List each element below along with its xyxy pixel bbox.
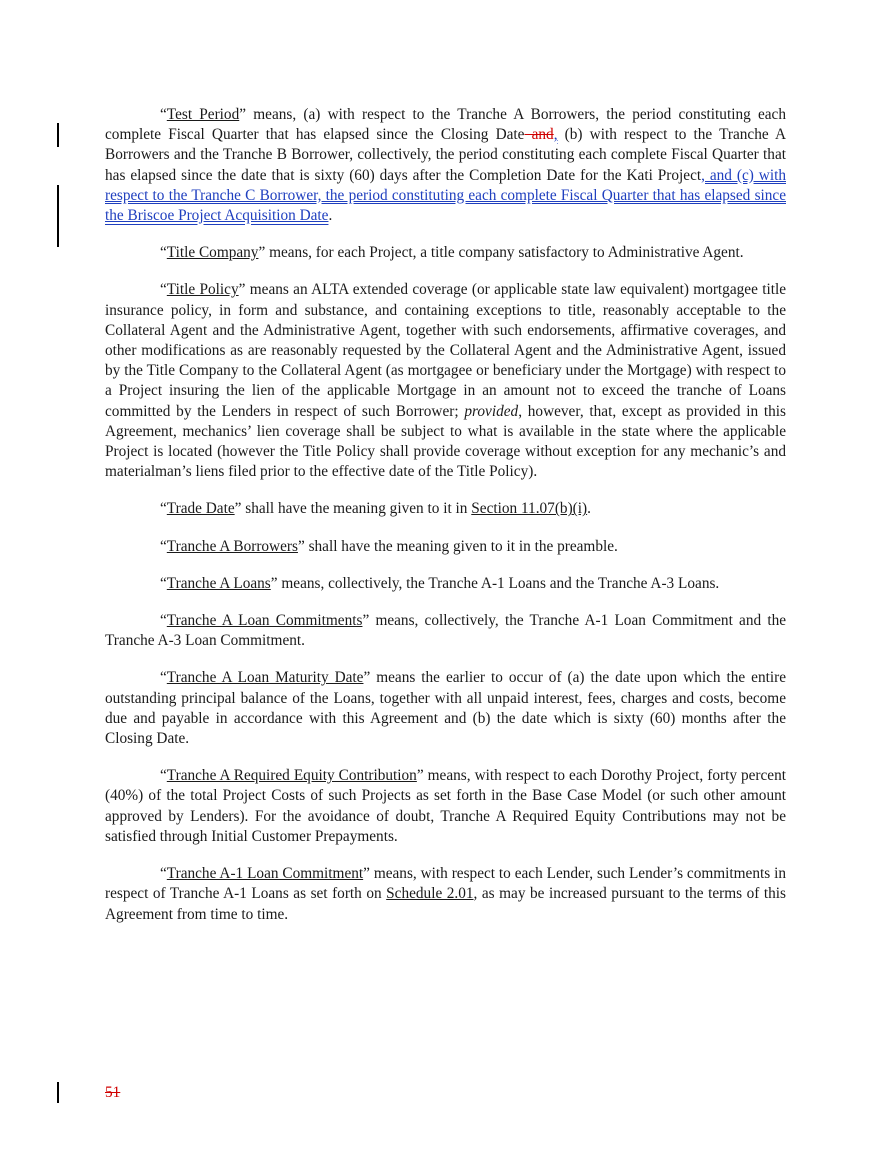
schedule-reference-link[interactable]: Schedule 2.01: [386, 885, 474, 903]
inserted-text: ,: [553, 126, 558, 144]
defined-term: Tranche A-1 Loan Commitment: [166, 865, 364, 883]
definition-tranche-a-loans: “Tranche A Loans” means, collectively, the Tranche A-1 Loans and the Tranche A-3 Loans.: [160, 574, 720, 592]
defined-term: Tranche A Loans: [166, 574, 271, 592]
definition-tranche-a-required-equity-contribution: “Tranche A Required Equity Contribution” means, with respect to each Dorothy Project, forty percent (40%) of the total Project Costs of such Projects as set forth in the Base Case Model (or such other amount approved by Lenders). For the avoidance of doubt, Tranche A Required Equity Contributions may not be satisfied through Initial Customer Prepayments.: [105, 767, 786, 845]
defined-term: Tranche A Borrowers: [166, 537, 298, 555]
defined-term: Title Policy: [166, 281, 239, 299]
definition-tranche-a-loan-commitments: “Tranche A Loan Commitments” means, collectively, the Tranche A-1 Loan Commitment and the Tranche A-3 Loan Commitment.: [105, 612, 787, 650]
definition-test-period: “Test Period” means, (a) with respect to the Tranche A Borrowers, the period constituting each complete Fiscal Quarter that has elapsed since the Closing Date and, (b) with respect to the Tranche A Borrowers and the Tranche B Borrower, collectively, the period constituting each complete Fiscal Quarter that has elapsed since the date that is sixty (60) days after the Completion Date for the Kati Project, and (c) with respect to the Tranche C Borrower, the period constituting each complete Fiscal Quarter that has elapsed since the Briscoe Project Acquisition Date.: [105, 106, 786, 225]
definition-title-company: “Title Company” means, for each Project, a title company satisfactory to Administrative Agent.: [160, 244, 744, 262]
change-bar: [57, 185, 59, 247]
inserted-text: , and (c) with respect to the Tranche C Borrower, the period constituting each complete Fiscal Quarter that has elapsed since the Briscoe Project Acquisition Date: [105, 166, 786, 225]
defined-term: Tranche A Loan Commitments: [166, 612, 363, 630]
deleted-text: and: [524, 126, 554, 144]
definition-tranche-a-borrowers: “Tranche A Borrowers” shall have the meaning given to it in the preamble.: [160, 537, 618, 555]
definition-title-policy: “Title Policy” means an ALTA extended coverage (or applicable state law equivalent) mortgagee title insurance policy, in form and substance, and containing exceptions to title, reasonably acceptable to the Collateral Agent and the Administrative Agent, together with such endorsements, affirmative coverages, and other modifications as are reasonably requested by the Collateral Agent and the Administrative Agent, issued by the Title Company to the Collateral Agent (as mortgagee or beneficiary under the Mortgage) with respect to a Project insuring the lien of the applicable Mortgage in an amount not to exceed the tranche of Loans committed by the Lenders in respect of such Borrower; provided, however, that, except as provided in this Agreement, mechanics’ lien coverage shall be subject to what is available in the state where the applicable Project is located (however the Title Policy shall provide coverage without exception for any mechanic’s and materialman’s liens filed prior to the effective date of the Title Policy).: [105, 281, 786, 481]
defined-term: Tranche A Required Equity Contribution: [166, 767, 417, 785]
definition-tranche-a-1-loan-commitment: “Tranche A-1 Loan Commitment” means, with respect to each Lender, such Lender’s commitments in respect of Tranche A-1 Loans as set forth on Schedule 2.01, as may be increased pursuant to the terms of this Agreement from time to time.: [105, 865, 786, 923]
page-number: 51: [105, 1084, 121, 1101]
defined-term: Title Company: [166, 244, 259, 262]
change-bar: [57, 1082, 59, 1103]
defined-term: Trade Date: [166, 500, 235, 518]
definition-tranche-a-loan-maturity-date: “Tranche A Loan Maturity Date” means the earlier to occur of (a) the date upon which the entire outstanding principal balance of the Loans, together with all unpaid interest, fees, charges and costs, become due and payable in accordance with this Agreement and (b) the date which is sixty (60) months after the Closing Date.: [105, 669, 786, 748]
change-bar: [57, 123, 59, 147]
defined-term: Test Period: [166, 106, 240, 123]
section-reference-link[interactable]: Section 11.07(b)(i): [471, 500, 588, 518]
document-page: [105, 105, 786, 942]
definition-trade-date: “Trade Date” shall have the meaning given to it in Section 11.07(b)(i).: [160, 500, 591, 518]
defined-term: Tranche A Loan Maturity Date: [166, 669, 364, 687]
